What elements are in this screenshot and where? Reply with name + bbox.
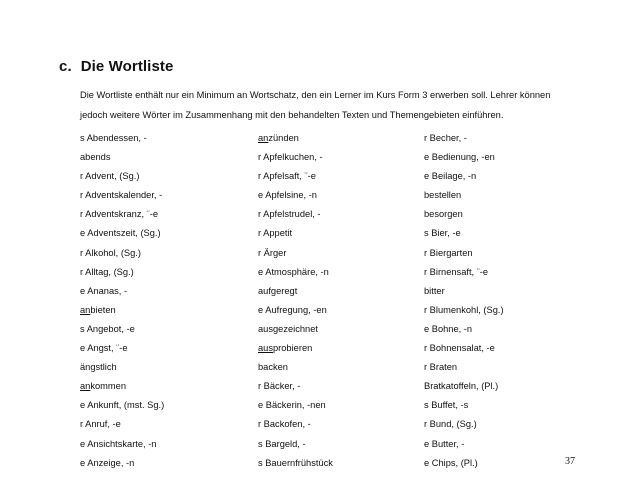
word-entry: s Bargeld, - (258, 438, 306, 449)
word-column-2 (258, 129, 333, 473)
section-heading (59, 58, 173, 75)
section-title: Die Wortliste (80, 58, 174, 75)
word-entry: s Bauernfrühstück (258, 457, 333, 468)
word-entry: backen (258, 362, 288, 373)
separable-prefix: an (80, 381, 91, 392)
word-entry: besorgen (424, 209, 463, 220)
word-column-3 (424, 129, 504, 473)
word-entry: r Apfelkuchen, - (258, 152, 323, 163)
word-stem: zünden (268, 133, 299, 143)
word-entry: r Adventskalender, - (80, 190, 163, 201)
word-stem: kommen (90, 381, 126, 392)
word-entry: r Bund, (Sg.) (424, 419, 477, 430)
word-entry: r Appetit (258, 228, 293, 239)
separable-prefix: an (258, 133, 269, 143)
word-entry: r Alltag, (Sg.) (80, 266, 134, 277)
word-entry: e Adventszeit, (Sg.) (80, 228, 161, 239)
word-entry: bitter (424, 285, 445, 296)
word-entry: r Braten (424, 362, 458, 373)
word-entry (258, 129, 333, 148)
word-entry: e Ankunft, (mst. Sg.) (80, 400, 165, 411)
word-entry: r Biergarten (424, 247, 473, 258)
word-entry: e Atmosphäre, -n (258, 266, 329, 277)
intro-line: Die Wortliste enthält nur ein Minimum an Wortschatz, den ein Lerner im Kurs Form 3 erwerben soll. Lehrer können (80, 90, 551, 100)
word-stem: probieren (273, 343, 313, 354)
word-entry: r Advent, (Sg.) (80, 171, 140, 182)
word-column-1 (80, 129, 164, 473)
word-entry: aufgeregt (258, 285, 298, 296)
word-entry: abends (80, 152, 111, 163)
word-entry (80, 301, 164, 320)
word-entry: r Blumenkohl, (Sg.) (424, 304, 504, 315)
word-entry: e Bäckerin, -nen (258, 400, 326, 411)
word-entry: r Becher, - (424, 133, 467, 143)
word-entry: e Ansichtskarte, -n (80, 438, 157, 449)
word-entry: e Bedienung, -en (424, 152, 495, 163)
word-entry: r Birnensaft, ¨-e (424, 266, 489, 277)
word-entry: e Ananas, - (80, 285, 128, 296)
word-entry: e Angst, ¨-e (80, 343, 128, 354)
word-entry: r Alkohol, (Sg.) (80, 247, 141, 258)
section-letter: c. (59, 58, 72, 75)
word-entry: bestellen (424, 190, 462, 201)
word-entry: s Abendessen, - (80, 133, 147, 143)
word-entry: r Bohnensalat, -e (424, 343, 495, 354)
word-entry: r Apfelsaft, ¨-e (258, 171, 316, 182)
word-entry: e Chips, (Pl.) (424, 457, 478, 468)
intro-paragraph (80, 85, 600, 125)
word-entry: e Beilage, -n (424, 171, 477, 182)
separable-prefix: an (80, 304, 91, 315)
word-entry: Bratkatoffeln, (Pl.) (424, 381, 499, 392)
word-entry: e Apfelsine, -n (258, 190, 317, 201)
word-entry (80, 377, 164, 396)
separable-prefix: aus (258, 343, 273, 354)
word-entry: r Backofen, - (258, 419, 311, 430)
word-entry: e Bohne, -n (424, 323, 473, 334)
word-stem: bieten (90, 304, 116, 315)
word-entry: r Bäcker, - (258, 381, 301, 392)
word-entry: r Anruf, -e (80, 419, 121, 430)
word-entry: s Buffet, -s (424, 400, 469, 411)
word-entry: e Aufregung, -en (258, 304, 327, 315)
word-entry: ängstlich (80, 362, 117, 373)
word-entry: e Anzeige, -n (80, 457, 135, 468)
word-entry: e Butter, - (424, 438, 465, 449)
word-entry: r Ärger (258, 247, 287, 258)
word-entry (258, 339, 333, 358)
word-entry: s Angebot, -e (80, 323, 135, 334)
word-entry: ausgezeichnet (258, 323, 318, 334)
word-entry: s Bier, -e (424, 228, 461, 239)
page-number: 37 (565, 456, 575, 467)
intro-line: jedoch weitere Wörter im Zusammenhang mit den behandelten Texten und Themengebieten einführen. (80, 110, 504, 120)
word-entry: r Apfelstrudel, - (258, 209, 321, 220)
word-entry: r Adventskranz, ¨-e (80, 209, 159, 220)
